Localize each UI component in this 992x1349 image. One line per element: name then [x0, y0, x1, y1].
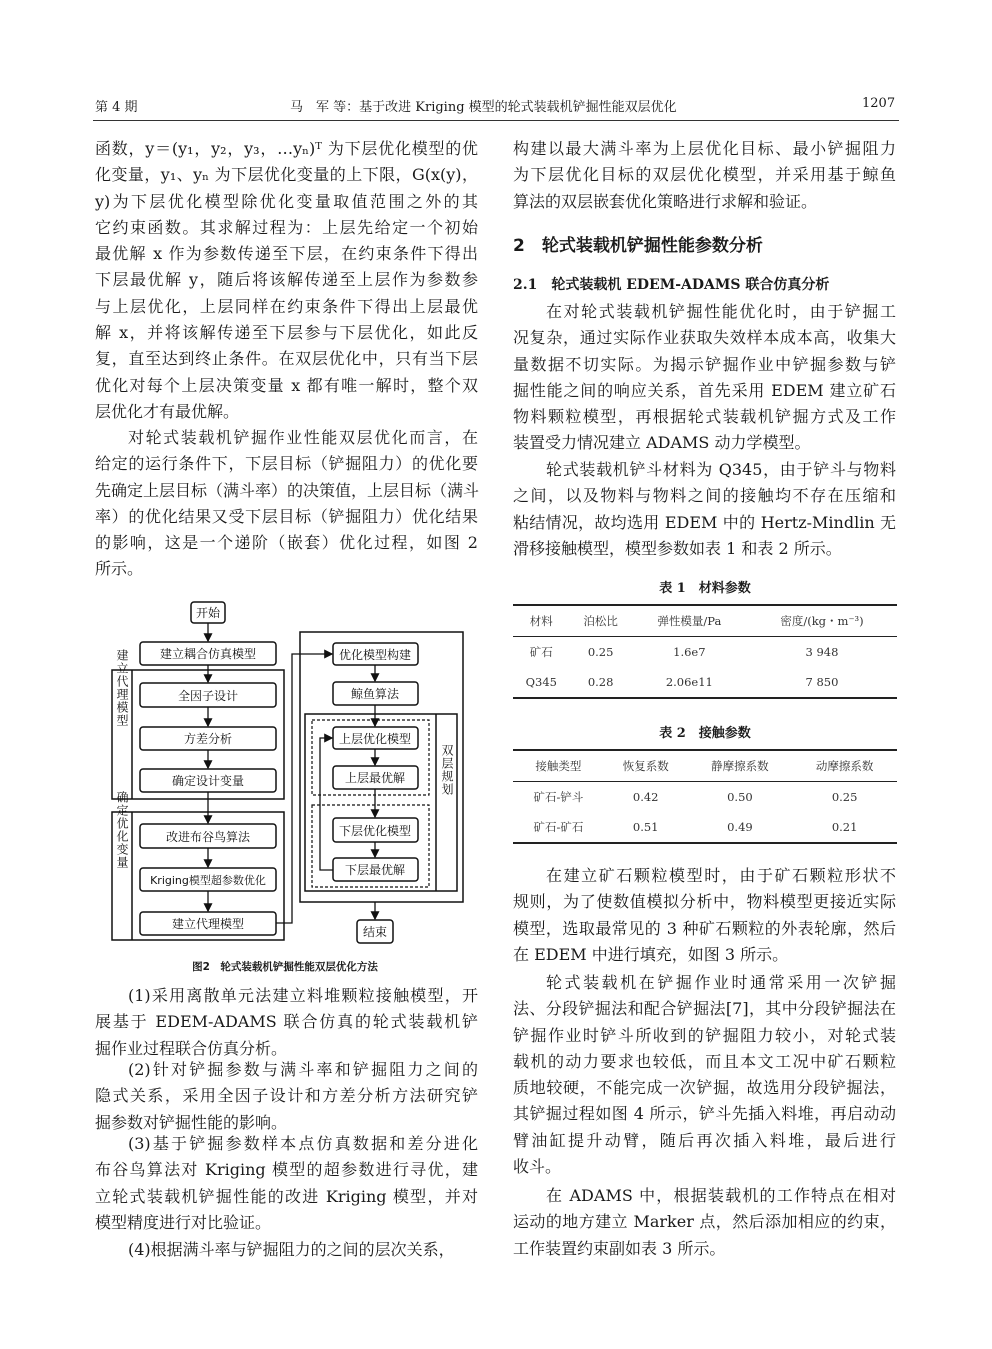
text-line: 其铲掘过程如图 4 所示，铲斗先插入料堆，再启动动 — [513, 1104, 896, 1124]
text-line: 况复杂，通过实际作业获取失效样本成本高，收集大 — [513, 328, 896, 348]
text-line: 装置受力情况建立 ADAMS 动力学模型。 — [513, 433, 811, 453]
text-line: 优化对每个上层决策变量 x 都有唯一解时，整个双 — [95, 375, 478, 395]
text-line: 函数，y＝(y₁，y₂，y₃，…yₙ)ᵀ 为下层优化模型的优 — [95, 139, 478, 158]
table-cell: 矿石 — [529, 645, 553, 659]
page-number: 1207 — [862, 96, 896, 111]
table-cell: 0.50 — [727, 790, 753, 804]
table-cell: Q345 — [525, 675, 557, 689]
table-cell: 0.28 — [587, 675, 614, 689]
node-upper-model: 上层优化模型 — [338, 732, 412, 746]
table-cell: 0.21 — [831, 820, 858, 834]
text-line: 滑移接触模型，模型参数如表 1 和表 2 所示。 — [513, 538, 842, 558]
text-line: 对轮式装载机铲掘作业性能双层优化而言，在 — [128, 428, 478, 447]
text-line: 算法的双层嵌套优化策略进行求解和验证。 — [513, 191, 818, 211]
text-line: 工作装置约束副如表 3 所示。 — [513, 1238, 726, 1258]
table-cell: 0.25 — [587, 645, 614, 659]
text-line: (1)采用离散单元法建立料堆颗粒接触模型，开 — [128, 986, 478, 1005]
text-line: 在建立矿石颗粒模型时，由于矿石颗粒形状不 — [546, 866, 896, 885]
column-header: 泊松比 — [583, 614, 618, 628]
table-cell: 2.06e11 — [665, 675, 713, 689]
node-lower-opt: 下层最优解 — [344, 863, 406, 877]
column-header: 动摩擦系数 — [815, 759, 874, 773]
text-line: 模型，选取最常见的 3 种矿石颗粒的外表轮廓，然后 — [513, 918, 896, 938]
node-surrogate: 建立代理模型 — [171, 917, 245, 931]
column-header: 密度/(kg・m⁻³) — [780, 614, 864, 628]
section-heading: 2 轮式装载机铲掘性能参数分析 — [513, 236, 763, 256]
text-line: 掘性能之间的响应关系，首先采用 EDEM 建立矿石 — [513, 380, 896, 400]
column-header: 静摩擦系数 — [711, 759, 769, 773]
table-cell: 0.51 — [632, 820, 659, 834]
text-line: 所示。 — [95, 559, 144, 579]
text-line: 给定的运行条件下，下层目标（铲掘阻力）的优化要 — [95, 454, 478, 474]
running-title: 马 军 等：基于改进 Kriging 模型的轮式装载机铲掘性能双层优化 — [290, 100, 677, 115]
text-line: 为下层优化目标的双层优化模型，并采用基于鲸鱼 — [513, 165, 896, 185]
column-header: 弹性模量/Pa — [657, 614, 722, 628]
node-upper-opt: 上层最优解 — [344, 771, 406, 785]
node-lower-model: 下层优化模型 — [338, 824, 412, 838]
text-line: 掘作业过程联合仿真分析。 — [95, 1038, 288, 1058]
journal-issue: 第 4 期 — [95, 100, 138, 115]
text-line: 展基于 EDEM-ADAMS 联合仿真的轮式装载机铲 — [95, 1012, 478, 1032]
table-cell: 7 850 — [805, 675, 839, 689]
group-box-outer — [300, 632, 463, 902]
node-opt-build: 优化模型构建 — [338, 648, 412, 662]
text-line: 的影响，这是一个递阶（嵌套）优化过程，如图 2 — [95, 533, 478, 553]
node-kriging-opt: Kriging模型超参数优化 — [150, 874, 266, 887]
table-cell: 0.25 — [831, 790, 858, 804]
text-line: (3)基于铲掘参数样本点仿真数据和差分进化 — [128, 1134, 478, 1153]
node-design-vars: 确定设计变量 — [171, 774, 245, 788]
table-cell: 1.6e7 — [673, 645, 706, 659]
text-line: y)为下层优化模型除优化变量取值范围之外的其 — [95, 191, 478, 211]
text-line: 构建以最大满斗率为上层优化目标、最小铲掘阻力 — [513, 139, 896, 158]
column-header: 接触类型 — [535, 759, 582, 773]
text-line: 轮式装载机在铲掘作业时通常采用一次铲掘 — [546, 973, 896, 992]
text-line: 在 ADAMS 中，根据装载机的工作特点在相对 — [546, 1186, 896, 1205]
text-line: 与上层优化，上层同样在约束条件下得出上层最优 — [95, 296, 478, 316]
text-line: 在 EDEM 中进行填充，如图 3 所示。 — [513, 944, 789, 964]
text-line: 解 x，并将该解传递至下层参与下层优化，如此反 — [95, 323, 478, 343]
text-line: 收斗。 — [513, 1157, 562, 1177]
column-header: 材料 — [529, 614, 553, 628]
text-line: 量数据不切实际。为揭示铲掘作业中铲掘参数与铲 — [513, 354, 896, 374]
text-line: 下层最优解 y，随后将该解传递至上层作为参数参 — [95, 270, 478, 290]
node-start: 开始 — [195, 606, 221, 620]
text-line: 先确定上层目标（满斗率）的决策值，上层目标（满斗 — [95, 480, 480, 500]
subsection-heading: 2.1 轮式装载机 EDEM-ADAMS 联合仿真分析 — [513, 277, 830, 293]
text-line: 率）的优化结果又受下层目标（铲掘阻力）优化结果 — [95, 506, 478, 526]
table-cell: 0.49 — [727, 820, 753, 834]
text-line: 在对轮式装载机铲掘性能优化时，由于铲掘工 — [546, 302, 896, 321]
group-label-bilevel: 双层规划 — [440, 744, 454, 796]
table1-caption: 表 1 材料参数 — [659, 581, 751, 596]
node-whale: 鲸鱼算法 — [350, 687, 400, 701]
text-line: 布谷鸟算法对 Kriging 模型的超参数进行寻优，建 — [95, 1160, 478, 1180]
text-line: 轮式装载机铲斗材料为 Q345，由于铲斗与物料 — [546, 460, 896, 479]
text-line: 载机的动力要求也较低，而且本文工况中矿石颗粒 — [513, 1051, 896, 1071]
text-line: 物料颗粒模型，再根据轮式装载机铲掘方式及工作 — [513, 407, 896, 427]
text-line: 立轮式装载机铲掘性能的改进 Kriging 模型，并对 — [95, 1186, 478, 1206]
table-cell: 0.42 — [632, 790, 659, 804]
table-cell: 矿石-矿石 — [533, 820, 584, 834]
column-header: 恢复系数 — [622, 759, 669, 773]
node-coupled-sim: 建立耦合仿真模型 — [159, 647, 257, 661]
text-line: 规则，为了使数值模拟分析中，物料模型更接近实际 — [513, 892, 896, 912]
group-label-optvars: 确定优化变量 — [115, 791, 129, 869]
text-line: 质地较硬，不能完成一次铲掘，故选用分段铲掘法， — [513, 1078, 896, 1098]
text-line: 复，直至达到终止条件。在双层优化中，只有当下层 — [95, 349, 478, 369]
table2-caption: 表 2 接触参数 — [659, 726, 751, 741]
text-line: 铲掘作业时铲斗所收到的铲掘阻力较小，对轮式装 — [513, 1025, 896, 1045]
text-line: 之间，以及物料与物料之间的接触均不存在压缩和 — [513, 486, 896, 506]
text-line: 掘参数对铲掘性能的影响。 — [95, 1112, 288, 1132]
text-line: 运动的地方建立 Marker 点，然后添加相应的约束， — [513, 1212, 896, 1232]
node-cuckoo: 改进布谷鸟算法 — [165, 830, 251, 844]
group-label-surrogate: 建立代理模型 — [115, 649, 129, 727]
node-full-factorial: 全因子设计 — [177, 689, 239, 703]
text-line: 臂油缸提升动臂，随后再次插入料堆，最后进行 — [513, 1130, 896, 1150]
table-cell: 3 948 — [805, 645, 839, 659]
text-line: 它约束函数。其求解过程为：上层先给定一个初始 — [95, 217, 478, 237]
text-line: 层优化才有最优解。 — [95, 401, 240, 421]
table-cell: 矿石-铲斗 — [533, 790, 584, 804]
node-end: 结束 — [362, 925, 388, 939]
text-line: 粘结情况，故均选用 EDEM 中的 Hertz-Mindlin 无 — [513, 512, 896, 532]
text-line: 隐式关系，采用全因子设计和方差分析方法研究铲 — [95, 1086, 478, 1106]
figure2-caption: 图2 轮式装载机铲掘性能双层优化方法 — [192, 961, 378, 973]
text-line: 最优解 x 作为参数传递至下层，在约束条件下得出 — [95, 244, 478, 264]
text-line: (2)针对铲掘参数与满斗率和铲掘阻力之间的 — [128, 1060, 478, 1079]
text-line: (4)根据满斗率与铲掘阻力的之间的层次关系， — [128, 1240, 455, 1259]
text-line: 化变量，y₁、yₙ 为下层优化变量的上下限，G(x(y)， — [95, 165, 478, 185]
text-line: 法、分段铲掘法和配合铲掘法[7]，其中分段铲掘法在 — [513, 999, 896, 1019]
text-line: 模型精度进行对比验证。 — [95, 1212, 272, 1232]
node-anova: 方差分析 — [183, 732, 233, 746]
